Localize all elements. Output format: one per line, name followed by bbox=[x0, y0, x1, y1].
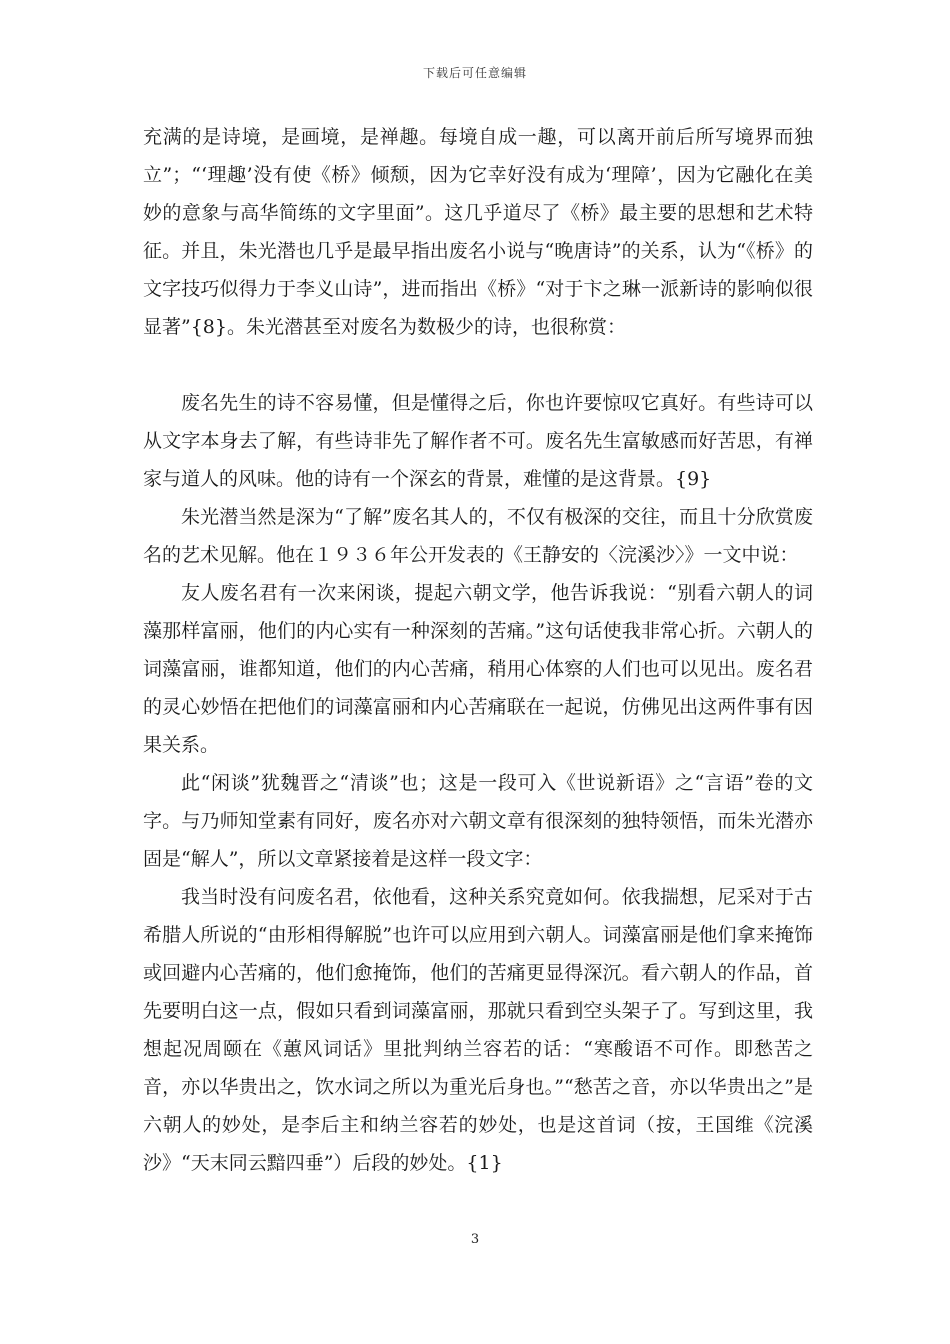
body-paragraph: 朱光潜当然是深为“了解”废名其人的，不仅有极深的交往，而且十分欣赏废名的艺术见解。他在１９３６年公开发表的《王静安的〈浣溪沙〉》一文中说： bbox=[143, 506, 813, 566]
page-header: 下载后可任意编辑 bbox=[422, 66, 527, 80]
quote-paragraph: 友人废名君有一次来闲谈，提起六朝文学，他告诉我说：“别看六朝人的词藻那样富丽，他们的内心实有一种深刻的苦痛。”这句话使我非常心折。六朝人的词藻富丽，谁都知道，他们的内心苦痛，稍用心体察的人们也可以见出。废名君的灵心妙悟在把他们的词藻富丽和内心苦痛联在一起说，仿佛见出这两件事有因果关系。 bbox=[143, 582, 813, 756]
quote-paragraph: 废名先生的诗不容易懂，但是懂得之后，你也许要惊叹它真好。有些诗可以从文字本身去了解，有些诗非先了解作者不可。废名先生富敏感而好苦思，有禅家与道人的风味。他的诗有一个深玄的背景，难懂的是这背景。{9} bbox=[143, 392, 813, 490]
page-number: 3 bbox=[470, 1232, 480, 1247]
document-body bbox=[143, 118, 813, 1182]
body-paragraph: 此“闲谈”犹魏晋之“清谈”也；这是一段可入《世说新语》之“言语”卷的文字。与乃师知堂素有同好，废名亦对六朝文章有很深刻的独特领悟，而朱光潜亦固是“解人”，所以文章紧接着是这样一段文字： bbox=[143, 772, 813, 870]
paragraph-continuation: 充满的是诗境，是画境，是禅趣。每境自成一趣，可以离开前后所写境界而独立”；“‘理趣’没有使《桥》倾颓，因为它幸好没有成为‘理障’，因为它融化在美妙的意象与高华简练的文字里面”。这几乎道尽了《桥》最主要的思想和艺术特征。并且，朱光潜也几乎是最早指出废名小说与“晚唐诗”的关系，认为“《桥》的文字技巧似得力于李义山诗”，进而指出《桥》“对于卞之琳一派新诗的影响似很显著”{8}。朱光潜甚至对废名为数极少的诗，也很称赏： bbox=[143, 126, 813, 338]
quote-paragraph: 我当时没有问废名君，依他看，这种关系究竟如何。依我揣想，尼采对于古希腊人所说的“由形相得解脱”也许可以应用到六朝人。词藻富丽是他们拿来掩饰或回避内心苦痛的，他们愈掩饰，他们的苦痛更显得深沉。看六朝人的作品，首先要明白这一点，假如只看到词藻富丽，那就只看到空头架子了。写到这里，我想起况周颐在《蕙风词话》里批判纳兰容若的话：“寒酸语不可作。即愁苦之音，亦以华贵出之，饮水词之所以为重光后身也。”“愁苦之音，亦以华贵出之”是六朝人的妙处，是李后主和纳兰容若的妙处，也是这首词（按，王国维《浣溪沙》“天末同云黯四垂”）后段的妙处。{1} bbox=[143, 886, 813, 1174]
